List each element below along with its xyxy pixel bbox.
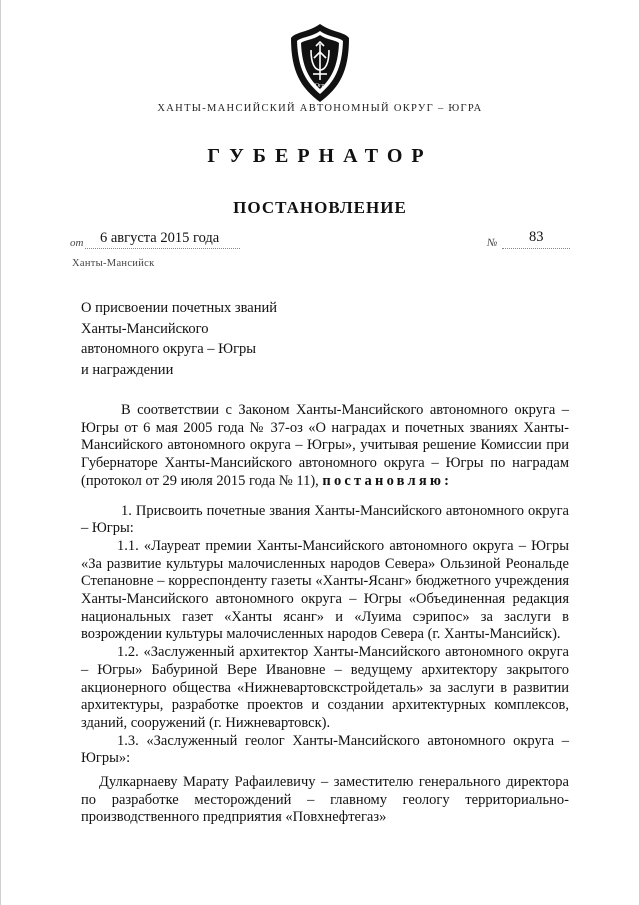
coat-of-arms-emblem (287, 22, 353, 104)
date-underline (85, 248, 240, 249)
document-date: 6 августа 2015 года (100, 230, 220, 246)
item-1: 1. Присвоить почетные звания Ханты-Мансийского автономного округа – Югры: (81, 502, 569, 537)
city-name: Ханты-Мансийск (72, 258, 155, 269)
region-name: ХАНТЫ-МАНСИЙСКИЙ АВТОНОМНЫЙ ОКРУГ – ЮГРА (157, 103, 483, 114)
subject-line: и награждении (81, 361, 174, 378)
item-1-2: 1.2. «Заслуженный архитектор Ханты-Мансийского автономного округа – Югры» Бабуриной Вере Ивановне – ведущему архитектору закрытого акционерного общества «Нижневартовскстройдеталь» за заслуги в развитии архитектуры, разработке проектов и создании архитектурных комплексов, зданий, сооружений (г. Нижневартовск). (81, 644, 569, 731)
item-1-1: 1.1. «Лауреат премии Ханты-Мансийского автономного округа – Югры «За развитие культуры малочисленных народов Севера» Ользиной Реональде Степановне – корреспонденту газеты «Ханты-Ясанг» бюджетного учреждения Ханты-Мансийского автономного округа – Югры «Объединенная редакция национальных газет «Ханты ясанг» и «Луима сэрипос» за заслуги в возрождении культуры малочисленных народов Севера (г. Ханты-Мансийск). (81, 537, 569, 643)
subject-line: Ханты-Мансийского (81, 320, 209, 337)
document-subject (81, 298, 341, 380)
subject-line: О присвоении почетных званий (81, 300, 277, 316)
number-underline (502, 248, 570, 249)
emblem-caption: Югра (312, 83, 328, 89)
preamble-text: В соответствии с Законом Ханты-Мансийского автономного округа – Югры от 6 мая 2005 года № 37-оз «О наградах и почетных званиях Ханты-Мансийского автономного округа – Югры», учитывая решение Комиссии при Губернаторе Ханты-Мансийского автономного округа – Югры по наградам (протокол от 29 июля 2015 года № 11), (81, 402, 569, 489)
document-number: 83 (529, 229, 544, 245)
document-body (81, 402, 569, 827)
document-type: ПОСТАНОВЛЕНИЕ (233, 198, 407, 217)
date-prefix: от (70, 237, 84, 249)
preamble-paragraph (81, 402, 569, 491)
decree-word: постановляю: (322, 472, 453, 489)
number-prefix: № (487, 237, 498, 249)
item-1-3-awardee: Дулкарнаеву Марату Рафаилевичу – заместителю генерального директора по разработке месторождений – главному геологу территориально-производственного предприятия «Повхнефтегаз» (81, 774, 569, 826)
page-left-edge (0, 0, 1, 905)
subject-line: автономного округа – Югры (81, 341, 257, 357)
item-1-3: 1.3. «Заслуженный геолог Ханты-Мансийского автономного округа – Югры»: (81, 732, 569, 767)
governor-title: ГУБЕРНАТОР (207, 145, 433, 167)
